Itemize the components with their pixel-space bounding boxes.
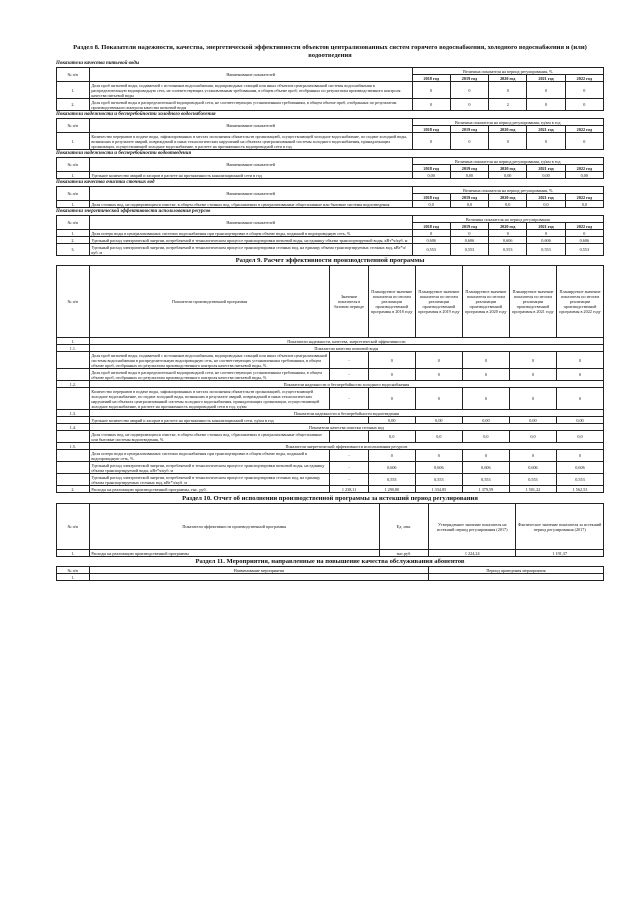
row-value: 0 [412, 133, 450, 150]
row-number: 1. [57, 574, 90, 581]
row-value: 0 [556, 352, 603, 369]
table-row [57, 99, 604, 111]
row-value: 0,0 [556, 431, 603, 443]
column-header: Ед. изм. [379, 504, 428, 550]
col-num-header: № п/п [57, 216, 90, 230]
row-value: 1 290,80 [368, 486, 415, 493]
row-value: 0,553 [450, 244, 488, 256]
row-value: 0,606 [450, 237, 488, 244]
row-name: Количество перерывов в подаче воды, зафиксированных в местах исполнения обязательств организацией, осуществляющей холодное водоснабжение, по подаче холодной воды, возникших в результате аварий, повреждений и иных технологических нарушений на объектах централизованной системы холодного водоснабжения, принадлежащих организации, осуществляющей холодное водоснабжение, в расчете на протяженность водопроводной сети в год, ед/км [89, 388, 330, 410]
table-row [57, 244, 604, 256]
row-value: 0 [527, 230, 565, 237]
t1-subtitle: Показатели качества питьевой воды [56, 61, 140, 66]
document-page [56, 44, 604, 581]
row-value: 0 [450, 82, 488, 99]
row-value: 0 [368, 388, 415, 410]
row-name: Доля проб питьевой воды в распределительной водопроводной сети, не соответствующих установленным требованиям, в общем объеме проб, отобранных по результатам производственного контроля качества питьевой воды, % [89, 369, 330, 381]
row-number: 1. [57, 201, 90, 208]
row-value [330, 431, 368, 443]
year-header: 2018 год [412, 165, 450, 172]
row-name: Удельный расход электрической энергии, потребляемой в технологическом процессе транспортировки сточных вод, на единицу объема транспортируемых сточных вод, кВт*ч/куб. м [89, 474, 330, 486]
section-8-title: Раздел 8. Показатели надежности, качества, энергетической эффективности объектов централизованных систем горячего водоснабжения, холодного водоснабжения и (или) водоотведения [73, 44, 587, 59]
col-name-header: Наименование показателей [89, 68, 412, 82]
section-name: Показатели качества очистки сточных вод [89, 424, 603, 431]
table-row [57, 431, 604, 443]
row-number: 1. [57, 82, 90, 99]
row-name: Удельный расход электрической энергии, потребляемой в технологическом процессе транспортировки питьевой воды, на единицу объема транспортируемой воды, кВт*ч/куб. м [89, 462, 330, 474]
row-value: 0 [556, 369, 603, 381]
t4-subtitle: Показатели качества очистки сточных вод [56, 180, 155, 185]
group-header: Величина показателя на период регулирования, ед/км в год [412, 158, 603, 165]
row-value: 1 238,11 [330, 486, 368, 493]
column-header: Фактическое значение показателя за истекший период регулирования (2017) [516, 504, 604, 550]
row-name: Расходы на реализацию производственной программы [89, 550, 379, 557]
row-value: 0 [462, 388, 509, 410]
row-number: 1.5. [57, 443, 90, 450]
row-value: 0 [368, 450, 415, 462]
section-name: Показатели надежности и бесперебойности водоотведения [89, 410, 603, 417]
table-service-measures [56, 566, 604, 581]
row-value: 0,606 [509, 462, 556, 474]
row-value: 0 [509, 388, 556, 410]
col-name-header: Наименование показателей [89, 158, 412, 172]
row-value: 0,0 [509, 431, 556, 443]
row-value: 0,553 [415, 474, 462, 486]
row-number [57, 417, 90, 424]
year-header: 2020 год [489, 75, 527, 82]
row-value: 0 [462, 369, 509, 381]
row-number: 2. [57, 486, 90, 493]
table-energy-efficiency [56, 215, 604, 256]
row-value: 0,00 [462, 417, 509, 424]
row-number: 1.4. [57, 424, 90, 431]
row-value: 0 [412, 230, 450, 237]
row-value: 0,00 [368, 417, 415, 424]
year-header: 2021 год [527, 75, 565, 82]
row-value: 0 [415, 352, 462, 369]
year-header: 2019 год [450, 126, 488, 133]
row-number: 1. [57, 550, 90, 557]
row-value: 0 [527, 133, 565, 150]
year-header: 2018 год [412, 194, 450, 201]
row-value: 0 [412, 82, 450, 99]
col-num-header: № п/п [57, 158, 90, 172]
row-value: 0,553 [489, 244, 527, 256]
row-number [57, 352, 90, 369]
row-name: Удельный расход электрической энергии, потребляемой в технологическом процессе транспортировки питьевой воды, на единицу объема транспортируемой воды, кВт*ч/куб. м [89, 237, 412, 244]
section-name: Показатели надежности, качества, энергетической эффективности [89, 338, 603, 345]
row-value: 0,553 [527, 244, 565, 256]
table-program-report [56, 503, 604, 557]
row-value: 0 [415, 388, 462, 410]
row-value: 0 [556, 388, 603, 410]
section-row [57, 345, 604, 352]
year-header: 2019 год [450, 194, 488, 201]
year-header: 2019 год [450, 165, 488, 172]
table-sewer-reliability [56, 157, 604, 179]
row-value: 0 [509, 369, 556, 381]
row-number: 1. [57, 230, 90, 237]
column-header: Планируемое значение показателя по итогам реализации производственной программы в 2022 году [556, 266, 603, 338]
section-10-title: Раздел 10. Отчет об исполнении производственной программы за истекший период регулирования [182, 495, 478, 502]
year-header: 2018 год [412, 75, 450, 82]
row-value: 0,0 [412, 201, 450, 208]
row-value: 0 [412, 99, 450, 111]
row-number: 1.3. [57, 410, 90, 417]
section-name: Показатели качества питьевой воды [89, 345, 603, 352]
row-name: Доля проб питьевой воды, подаваемой с источников водоснабжения, водопроводных станций или иных объектов централизованной системы водоснабжения в распределительную водопроводную сеть, не соответствующих установленным требованиям, в общем объеме проб, отобранных по результатам производственного контроля качества питьевой воды, % [89, 352, 330, 369]
row-value: 0,553 [565, 244, 603, 256]
row-number: 3. [57, 244, 90, 256]
row-value: 0 [368, 369, 415, 381]
year-header: 2019 год [450, 75, 488, 82]
year-header: 2022 год [565, 165, 603, 172]
row-name [89, 574, 428, 581]
row-number: 1. [57, 133, 90, 150]
col-name-header: Наименование показателей [89, 187, 412, 201]
row-value: 0,606 [556, 462, 603, 474]
row-value [330, 417, 368, 424]
row-value: 0,00 [412, 172, 450, 179]
row-value: 0,553 [556, 474, 603, 486]
year-header: 2022 год [565, 223, 603, 230]
row-number: 1.1. [57, 345, 90, 352]
row-value: 0,553 [509, 474, 556, 486]
column-header: Период проведения мероприятия [428, 567, 603, 574]
year-header: 2018 год [412, 223, 450, 230]
row-number: 1.2. [57, 381, 90, 388]
group-header: Величина показателя на период регулирования [412, 216, 603, 223]
col-num-header: № п/п [57, 187, 90, 201]
row-value: - [330, 388, 368, 410]
year-header: 2020 год [489, 165, 527, 172]
year-header: 2018 год [412, 126, 450, 133]
row-number: 1. [57, 172, 90, 179]
column-header: Значение показателя в базовом периоде [330, 266, 368, 338]
row-value: 0,00 [556, 417, 603, 424]
row-number [57, 462, 90, 474]
year-header: 2022 год [565, 75, 603, 82]
table-row [57, 237, 604, 244]
column-header: Наименование мероприятия [89, 567, 428, 574]
row-name: Доля проб питьевой воды, подаваемой с источников водоснабжения, водопроводных станций или иных объектов централизованной системы водоснабжения в распределительную водопроводную сеть, не соответствующих установленным требованиям, в общем объеме проб, отобранных по результатам производственного контроля качества питьевой воды [89, 82, 412, 99]
row-value: 0 [565, 82, 603, 99]
row-value: 0 [527, 99, 565, 111]
row-value: 0,606 [415, 462, 462, 474]
year-header: 2019 год [450, 223, 488, 230]
table-row [57, 574, 604, 581]
row-value: 0 [462, 450, 509, 462]
table-treatment-quality [56, 186, 604, 208]
row-value: 1 379,59 [462, 486, 509, 493]
row-value: - [330, 369, 368, 381]
column-header: Показатели производственной программы [89, 266, 330, 338]
row-number [57, 431, 90, 443]
row-value: 0,553 [462, 474, 509, 486]
table-row [57, 230, 604, 237]
row-value: 0 [565, 99, 603, 111]
row-value: 0 [489, 133, 527, 150]
row-value: 0 [556, 450, 603, 462]
row-number: 1. [57, 338, 90, 345]
row-value: 0,0 [415, 431, 462, 443]
row-value: 0 [415, 369, 462, 381]
row-number [57, 388, 90, 410]
col-name-header: Наименование показателей [89, 119, 412, 133]
column-header: Утвержденное значение показателя на истекший период регулирования (2017) [428, 504, 516, 550]
row-value: 2 [489, 99, 527, 111]
year-header: 2021 год [527, 194, 565, 201]
table-water-quality [56, 67, 604, 111]
row-value: 0 [450, 133, 488, 150]
column-header: Планируемое значение показателя по итогам реализации производственной программы в 2018 году [368, 266, 415, 338]
row-number [57, 369, 90, 381]
col-name-header: Наименование показателей [89, 216, 412, 230]
row-value: 0,0 [489, 201, 527, 208]
table-row [57, 474, 604, 486]
row-unit: тыс.руб. [379, 550, 428, 557]
table-row [57, 462, 604, 474]
row-value: 0 [489, 230, 527, 237]
row-value: 0,00 [527, 172, 565, 179]
row-value: 0 [462, 352, 509, 369]
year-header: 2021 год [527, 223, 565, 230]
row-actual: 1 191,37 [516, 550, 604, 557]
row-value: 0,00 [450, 172, 488, 179]
year-header: 2020 год [489, 126, 527, 133]
row-value: 0 [489, 82, 527, 99]
column-header: Планируемое значение показателя по итогам реализации производственной программы в 2020 году [462, 266, 509, 338]
t5-subtitle: Показатели энергетической эффективности использования ресурсов [56, 209, 211, 214]
section-name: Показатели надежности и бесперебойности холодного водоснабжения [89, 381, 603, 388]
row-value: - [330, 352, 368, 369]
row-value: 1 562,53 [556, 486, 603, 493]
row-value: 0,553 [368, 474, 415, 486]
table-row [57, 417, 604, 424]
table-row [57, 133, 604, 150]
row-name: Доля потерь воды в централизованных системах водоснабжения при транспортировке в общем объеме воды, поданной в водопроводную сеть, % [89, 230, 412, 237]
row-value: 0 [509, 450, 556, 462]
column-header: Показатели эффективности производственной программы [89, 504, 379, 550]
group-header: Величина показателя на период регулирования, ед/км в год [412, 119, 603, 126]
section-row [57, 381, 604, 388]
row-value: 0,606 [489, 237, 527, 244]
row-name: Удельное количество аварий и засоров в расчете на протяженность канализационной сети в год [89, 172, 412, 179]
table-row [57, 486, 604, 493]
group-header: Величина показателя на период регулирования, % [412, 68, 603, 75]
row-number [57, 474, 90, 486]
row-number: 2. [57, 99, 90, 111]
column-header: № п/п [57, 504, 90, 550]
row-value: 0,0 [462, 431, 509, 443]
row-name: Доля сточных вод, не подвергающихся очистке, в общем объеме сточных вод, сбрасываемых в централизованные общесплавные или бытовые системы водоотведения [89, 201, 412, 208]
table-row [57, 450, 604, 462]
col-num-header: № п/п [57, 119, 90, 133]
row-name: Удельный расход электрической энергии, потребляемой в технологическом процессе транспортировки сточных вод, на единицу объема транспортируемых сточных вод, кВт*ч/куб. м [89, 244, 412, 256]
row-value: 0 [565, 230, 603, 237]
section-row [57, 424, 604, 431]
year-header: 2021 год [527, 126, 565, 133]
row-value: 0,606 [462, 462, 509, 474]
row-value: 0,00 [489, 172, 527, 179]
table-row [57, 369, 604, 381]
section-11-title: Раздел 11. Мероприятия, направленные на повышение качества обслуживания абонентов [195, 558, 465, 565]
row-value: 0,00 [415, 417, 462, 424]
column-header: № п/п [57, 266, 90, 338]
row-value: 0,00 [565, 172, 603, 179]
row-value: 0,0 [450, 201, 488, 208]
table-row [57, 352, 604, 369]
table-row [57, 388, 604, 410]
row-value: 0,00 [509, 417, 556, 424]
year-header: 2020 год [489, 194, 527, 201]
table-row [57, 172, 604, 179]
row-value: 0 [415, 450, 462, 462]
row-value: - [330, 462, 368, 474]
column-header: № п/п [57, 567, 90, 574]
row-value: 0 [368, 352, 415, 369]
row-value: 0 [527, 82, 565, 99]
table-water-reliability [56, 118, 604, 150]
table-row [57, 82, 604, 99]
group-header: Величина показателя на период регулирования, % [412, 187, 603, 194]
row-name: Доля сточных вод, не подвергающихся очистке, в общем объеме сточных вод, сбрасываемых в централизованные общесплавные или бытовые системы водоотведения, % [89, 431, 330, 443]
row-approved: 1 224,24 [428, 550, 516, 557]
row-value: 1 334,85 [415, 486, 462, 493]
row-value: 0 [565, 133, 603, 150]
section-row [57, 410, 604, 417]
section-name: Показатели энергетической эффективности использования ресурсов [89, 443, 603, 450]
row-value: 0 [450, 99, 488, 111]
row-value: 0 [509, 352, 556, 369]
column-header: Планируемое значение показателя по итогам реализации производственной программы в 2019 году [415, 266, 462, 338]
row-value: 0,553 [412, 244, 450, 256]
table-row [57, 201, 604, 208]
col-num-header: № п/п [57, 68, 90, 82]
section-row [57, 338, 604, 345]
row-period [428, 574, 603, 581]
row-value: 0,606 [368, 462, 415, 474]
row-number [57, 450, 90, 462]
row-value: 1 501,22 [509, 486, 556, 493]
section-row [57, 443, 604, 450]
column-header: Планируемое значение показателя по итогам реализации производственной программы в 2021 году [509, 266, 556, 338]
row-name: Доля потерь воды в централизованных системах водоснабжения при транспортировке в общем объеме воды, поданной в водопроводную сеть, % [89, 450, 330, 462]
row-name: Количество перерывов в подаче воды, зафиксированных в местах исполнения обязательств организацией, осуществляющей холодное водоснабжение, по подаче холодной воды, возникших в результате аварий, повреждений и иных технологических нарушений на объектах централизованной системы холодного водоснабжения, принадлежащих организации, осуществляющей холодное водоснабжение, в расчете на протяженность водопроводной сети в год [89, 133, 412, 150]
year-header: 2021 год [527, 165, 565, 172]
year-header: 2020 год [489, 223, 527, 230]
row-number: 2. [57, 237, 90, 244]
row-value: - [330, 474, 368, 486]
row-value: 0,606 [565, 237, 603, 244]
row-value: 0,0 [368, 431, 415, 443]
year-header: 2022 год [565, 194, 603, 201]
row-value: 0,0 [527, 201, 565, 208]
year-header: 2022 год [565, 126, 603, 133]
section-9-title: Раздел 9. Расчет эффективности производственной программы [235, 257, 425, 264]
row-name: Удельное количество аварий и засоров в расчете на протяженность канализационной сети, ед/км в год [89, 417, 330, 424]
row-name: Расходы на реализацию производственной программы, тыс. руб. [89, 486, 330, 493]
t2-subtitle: Показатели надежности и бесперебойности холодного водоснабжения [56, 112, 216, 117]
row-value: 0,606 [527, 237, 565, 244]
row-value: 0,0 [565, 201, 603, 208]
row-value: - [330, 450, 368, 462]
row-value: 0 [450, 230, 488, 237]
row-name: Доля проб питьевой воды в распределительной водопроводной сети, не соответствующих установленным требованиям, в общем объеме проб, отобранных по результатам производственного контроля качества питьевой воды [89, 99, 412, 111]
row-value: 0,606 [412, 237, 450, 244]
t3-subtitle: Показатели надежности и бесперебойности водоотведения [56, 151, 192, 156]
table-efficiency-calculation [56, 265, 604, 493]
table-row [57, 550, 604, 557]
